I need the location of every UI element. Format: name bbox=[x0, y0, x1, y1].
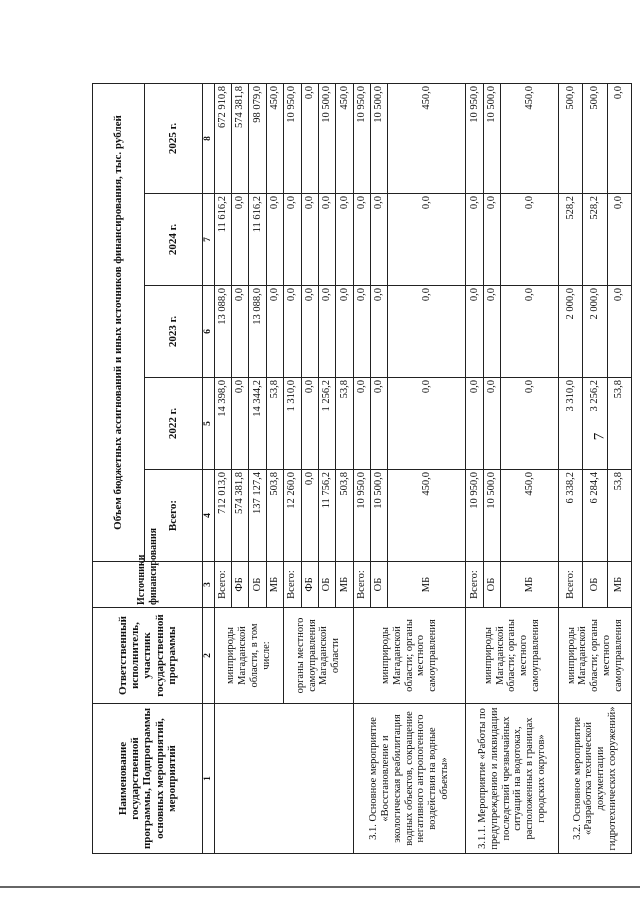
value-2025-cell: 10 950,0 bbox=[284, 84, 301, 194]
value-2025-cell: 500,0 bbox=[559, 84, 583, 194]
activity-name-cell: 3.1. Основное мероприятие «Восстановление и экологическая реабилитация водных объектов, сокращение негативного антропогенного воздействия на водные объекты» bbox=[353, 704, 466, 854]
source-cell: Всего: bbox=[466, 562, 483, 608]
executor-cell: органы местного самоуправления Магаданской области bbox=[284, 608, 354, 704]
value-2022-cell: 1 310,0 bbox=[284, 378, 301, 470]
total-cell: 6 284,4 bbox=[583, 470, 607, 562]
value-2024-cell: 11 616,2 bbox=[214, 194, 231, 286]
header-2024: 2024 г. bbox=[145, 194, 203, 286]
value-2023-cell: 0,0 bbox=[371, 286, 388, 378]
value-2023-cell: 0,0 bbox=[466, 286, 483, 378]
value-2025-cell: 672 910,8 bbox=[214, 84, 231, 194]
total-cell: 450,0 bbox=[388, 470, 466, 562]
value-2024-cell: 0,0 bbox=[284, 194, 301, 286]
value-2025-cell: 450,0 bbox=[388, 84, 466, 194]
source-cell: ФБ bbox=[232, 562, 249, 608]
value-2023-cell: 0,0 bbox=[232, 286, 249, 378]
value-2025-cell: 10 500,0 bbox=[483, 84, 500, 194]
total-cell: 712 013,0 bbox=[214, 470, 231, 562]
value-2025-cell: 98 079,0 bbox=[249, 84, 266, 194]
total-cell: 450,0 bbox=[501, 470, 559, 562]
value-2022-cell: 3 256,2 bbox=[583, 378, 607, 470]
value-2022-cell: 0,0 bbox=[353, 378, 370, 470]
total-cell: 503,8 bbox=[266, 470, 283, 562]
table-body bbox=[214, 84, 631, 854]
value-2024-cell: 0,0 bbox=[466, 194, 483, 286]
column-index: 8 bbox=[203, 84, 215, 194]
column-index-row bbox=[203, 84, 215, 854]
value-2022-cell: 1 256,2 bbox=[318, 378, 335, 470]
value-2025-cell: 0,0 bbox=[301, 84, 318, 194]
source-cell: МБ bbox=[336, 562, 353, 608]
column-index: 7 bbox=[203, 194, 215, 286]
source-cell: МБ bbox=[501, 562, 559, 608]
total-cell: 137 127,4 bbox=[249, 470, 266, 562]
total-cell: 10 500,0 bbox=[371, 470, 388, 562]
header-total: Всего: bbox=[145, 470, 203, 562]
header-source: Источники финансирования bbox=[93, 562, 203, 608]
table-row bbox=[466, 84, 483, 854]
value-2024-cell: 11 616,2 bbox=[249, 194, 266, 286]
source-cell: МБ bbox=[388, 562, 466, 608]
value-2024-cell: 0,0 bbox=[501, 194, 559, 286]
activity-name-cell: 3.2. Основное мероприятие «Разработка технической документации гидротехнических сооружений» bbox=[559, 704, 632, 854]
value-2024-cell: 528,2 bbox=[559, 194, 583, 286]
column-index: 6 bbox=[203, 286, 215, 378]
value-2024-cell: 0,0 bbox=[336, 194, 353, 286]
total-cell: 10 950,0 bbox=[353, 470, 370, 562]
value-2022-cell: 3 310,0 bbox=[559, 378, 583, 470]
executor-cell: минприроды Магаданской области; органы местного самоуправления bbox=[353, 608, 466, 704]
value-2024-cell: 0,0 bbox=[318, 194, 335, 286]
value-2023-cell: 0,0 bbox=[318, 286, 335, 378]
value-2023-cell: 2 000,0 bbox=[583, 286, 607, 378]
value-2023-cell: 13 088,0 bbox=[214, 286, 231, 378]
value-2022-cell: 0,0 bbox=[371, 378, 388, 470]
value-2025-cell: 10 500,0 bbox=[371, 84, 388, 194]
value-2023-cell: 13 088,0 bbox=[249, 286, 266, 378]
value-2022-cell: 14 398,0 bbox=[214, 378, 231, 470]
value-2025-cell: 574 381,8 bbox=[232, 84, 249, 194]
total-cell: 574 381,8 bbox=[232, 470, 249, 562]
rotated-page-content bbox=[92, 84, 632, 854]
source-cell: Всего: bbox=[559, 562, 583, 608]
value-2022-cell: 0,0 bbox=[388, 378, 466, 470]
value-2024-cell: 0,0 bbox=[607, 194, 631, 286]
source-cell: ОБ bbox=[371, 562, 388, 608]
header-2022: 2022 г. bbox=[145, 378, 203, 470]
source-cell: ОБ bbox=[249, 562, 266, 608]
total-cell: 6 338,2 bbox=[559, 470, 583, 562]
source-cell: Всего: bbox=[353, 562, 370, 608]
source-cell: Всего: bbox=[214, 562, 231, 608]
column-index: 2 bbox=[203, 608, 215, 704]
total-cell: 0,0 bbox=[301, 470, 318, 562]
value-2025-cell: 500,0 bbox=[583, 84, 607, 194]
value-2022-cell: 53,8 bbox=[336, 378, 353, 470]
value-2022-cell: 0,0 bbox=[466, 378, 483, 470]
program-name-cell bbox=[214, 704, 353, 854]
header-volume: Объем бюджетных ассигнований и иных источников финансирования, тыс. рублей bbox=[93, 84, 145, 562]
source-cell: Всего: bbox=[284, 562, 301, 608]
value-2023-cell: 0,0 bbox=[336, 286, 353, 378]
column-index: 4 bbox=[203, 470, 215, 562]
value-2022-cell: 53,8 bbox=[607, 378, 631, 470]
value-2023-cell: 0,0 bbox=[501, 286, 559, 378]
value-2022-cell: 14 344,2 bbox=[249, 378, 266, 470]
total-cell: 11 756,2 bbox=[318, 470, 335, 562]
executor-cell: минприроды Магаданской области; органы местного самоуправления bbox=[466, 608, 559, 704]
source-cell: МБ bbox=[266, 562, 283, 608]
page-number: 7 bbox=[591, 432, 608, 441]
value-2025-cell: 10 950,0 bbox=[466, 84, 483, 194]
value-2024-cell: 0,0 bbox=[388, 194, 466, 286]
column-index: 1 bbox=[203, 704, 215, 854]
value-2023-cell: 0,0 bbox=[483, 286, 500, 378]
value-2025-cell: 0,0 bbox=[607, 84, 631, 194]
value-2022-cell: 0,0 bbox=[232, 378, 249, 470]
value-2023-cell: 0,0 bbox=[353, 286, 370, 378]
value-2025-cell: 10 500,0 bbox=[318, 84, 335, 194]
executor-cell: минприроды Магаданской области; органы местного самоуправления bbox=[559, 608, 632, 704]
value-2025-cell: 450,0 bbox=[336, 84, 353, 194]
value-2024-cell: 0,0 bbox=[483, 194, 500, 286]
table-row bbox=[559, 84, 583, 854]
value-2023-cell: 0,0 bbox=[266, 286, 283, 378]
budget-table bbox=[92, 83, 632, 854]
total-cell: 503,8 bbox=[336, 470, 353, 562]
value-2023-cell: 0,0 bbox=[607, 286, 631, 378]
table-row bbox=[353, 84, 370, 854]
value-2023-cell: 0,0 bbox=[301, 286, 318, 378]
value-2022-cell: 53,8 bbox=[266, 378, 283, 470]
header-name: Наименование государственной программы, Подпрограммы основных мероприятий, мероприятий bbox=[93, 704, 203, 854]
total-cell: 10 950,0 bbox=[466, 470, 483, 562]
value-2023-cell: 0,0 bbox=[388, 286, 466, 378]
column-index: 3 bbox=[203, 562, 215, 608]
value-2025-cell: 450,0 bbox=[266, 84, 283, 194]
value-2023-cell: 0,0 bbox=[284, 286, 301, 378]
value-2022-cell: 0,0 bbox=[301, 378, 318, 470]
source-cell: МБ bbox=[607, 562, 631, 608]
page-bottom-rule bbox=[0, 886, 640, 888]
source-cell: ФБ bbox=[301, 562, 318, 608]
column-index: 5 bbox=[203, 378, 215, 470]
executor-cell: минприроды Магаданской области, в том числе: bbox=[214, 608, 284, 704]
total-cell: 12 260,0 bbox=[284, 470, 301, 562]
source-cell: ОБ bbox=[483, 562, 500, 608]
total-cell: 53,8 bbox=[607, 470, 631, 562]
value-2024-cell: 0,0 bbox=[266, 194, 283, 286]
value-2025-cell: 450,0 bbox=[501, 84, 559, 194]
value-2024-cell: 0,0 bbox=[353, 194, 370, 286]
source-cell: ОБ bbox=[318, 562, 335, 608]
value-2022-cell: 0,0 bbox=[483, 378, 500, 470]
source-cell: ОБ bbox=[583, 562, 607, 608]
value-2024-cell: 528,2 bbox=[583, 194, 607, 286]
table-header bbox=[93, 84, 215, 854]
value-2022-cell: 0,0 bbox=[501, 378, 559, 470]
table-row bbox=[214, 84, 231, 854]
activity-name-cell: 3.1.1. Мероприятие «Работы по предупреждению и ликвидации последствий чрезвычайных ситуаций на водотоках, расположенных в границах городских округов» bbox=[466, 704, 559, 854]
value-2024-cell: 0,0 bbox=[371, 194, 388, 286]
value-2024-cell: 0,0 bbox=[232, 194, 249, 286]
header-2025: 2025 г. bbox=[145, 84, 203, 194]
header-executor: Ответственный исполнитель, участник государственной программы bbox=[93, 608, 203, 704]
value-2024-cell: 0,0 bbox=[301, 194, 318, 286]
header-2023: 2023 г. bbox=[145, 286, 203, 378]
value-2023-cell: 2 000,0 bbox=[559, 286, 583, 378]
total-cell: 10 500,0 bbox=[483, 470, 500, 562]
value-2025-cell: 10 950,0 bbox=[353, 84, 370, 194]
